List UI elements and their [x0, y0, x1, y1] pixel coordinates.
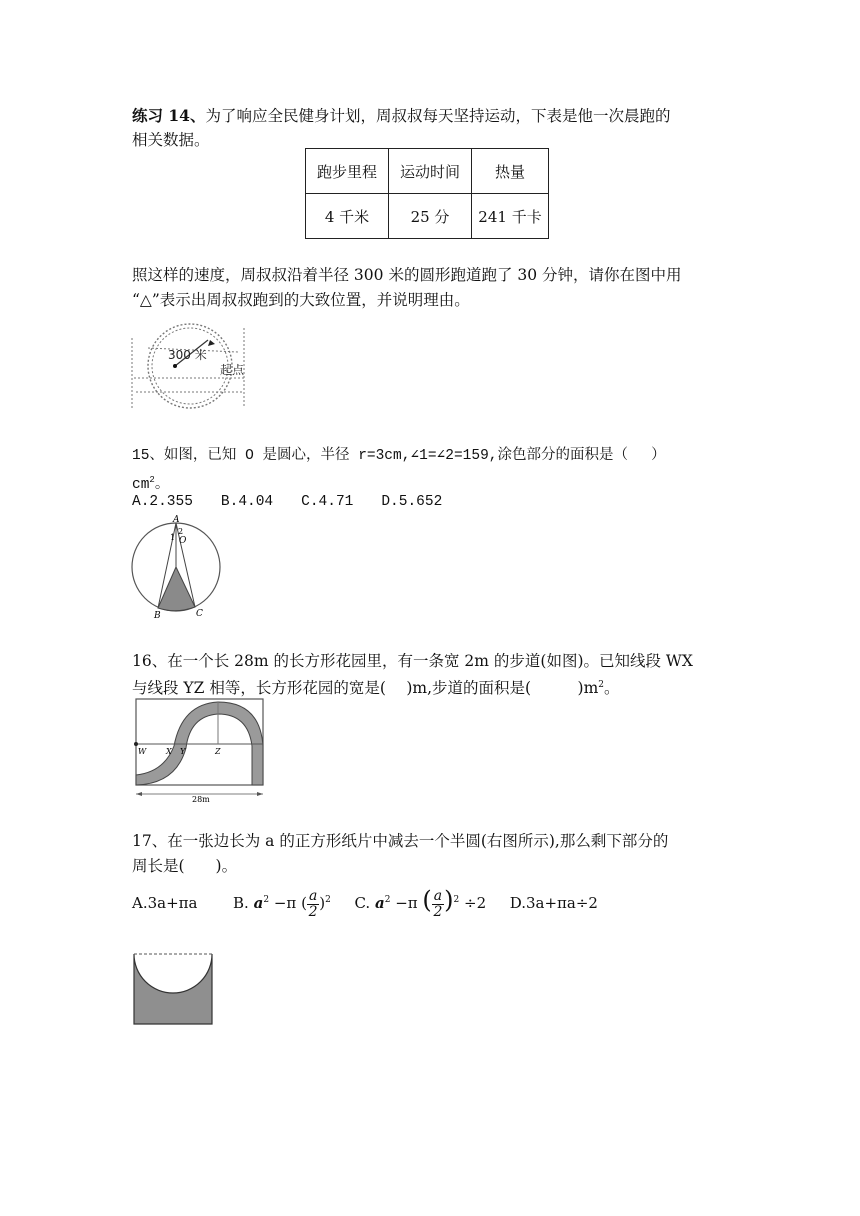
track-inner-circle — [152, 328, 228, 404]
run-data-table — [305, 148, 549, 239]
q16-end: 。 — [604, 679, 620, 698]
q15-unit-end: 。 — [154, 476, 170, 493]
radius-label: 300 米 — [168, 348, 207, 362]
q14-line2: 相关数据。 — [132, 131, 210, 149]
q16-text-2: 与线段 YZ 相等，长方形花园的宽是( )m,步道的面积是( )m — [132, 679, 599, 698]
q14-line1 — [132, 104, 732, 128]
label-1: 1 — [170, 533, 176, 542]
square-semicircle-figure — [130, 950, 216, 1030]
q14-lead: 练习 14、 — [132, 106, 206, 125]
q17-option-a: A.3a+πa — [132, 894, 198, 912]
remaining-shape — [134, 954, 212, 1024]
label-x: X — [166, 747, 172, 756]
table-header-cell: 跑步里程 — [306, 149, 389, 194]
table-row — [306, 194, 549, 239]
q14-prompt-2: “△”表示出周叔叔跑到的大致位置，并说明理由。 — [132, 291, 470, 309]
label-28m: 28m — [192, 795, 210, 804]
q15-option-c: C.4.71 — [301, 494, 354, 510]
table-cell: 4 千米 — [306, 194, 389, 239]
q16-line1: 16、在一个长 28m 的长方形花园里，有一条宽 2m 的步道(如图)。已知线段 WX — [132, 652, 693, 670]
center-point — [173, 364, 177, 368]
table-header-cell: 运动时间 — [389, 149, 472, 194]
point-w — [134, 742, 138, 746]
q17-options — [132, 886, 598, 920]
q15-line1: 15、如图，已知 O 是圆心，半径 r=3cm,∠1=∠2=159,涂色部分的面积是（ ） — [132, 448, 666, 464]
arrow-icon — [208, 340, 215, 346]
circular-track-figure — [128, 318, 250, 412]
q17-option-c: C. $a^2 -\pi$ ( $\frac{a}{2}$ )$^2$ ÷2 — [354, 886, 487, 920]
q15-option-a: A.2.355 — [132, 494, 193, 510]
label-o: O — [179, 536, 187, 546]
q15-option-d: D.5.652 — [381, 494, 443, 510]
q14-prompt-1: 照这样的速度，周叔叔沿着半径 300 米的圆形跑道跑了 30 分钟，请你在图中用 — [132, 266, 682, 284]
q17-option-b: B. $a^2 -\pi$ ( $\frac{a}{2}$ )$^2$ — [233, 887, 331, 920]
label-a: A — [173, 515, 180, 525]
label-y: Y — [180, 747, 186, 756]
table-cell: 25 分 — [389, 194, 472, 239]
q16-sup: 2 — [598, 680, 605, 690]
q15-unit: cm — [132, 476, 150, 493]
q15-unit-sup: 2 — [149, 475, 155, 485]
garden-path-figure — [130, 696, 270, 804]
q17-line2: 周长是( )。 — [132, 857, 238, 875]
label-b: B — [154, 611, 161, 620]
q17-line1: 17、在一张边长为 a 的正方形纸片中减去一个半圆(右图所示),那么剩下部分的 — [132, 832, 669, 850]
q15-option-b: B.4.04 — [220, 494, 274, 510]
table-header-cell: 热量 — [472, 149, 549, 194]
shaded-sector — [158, 567, 195, 611]
table-header-row — [306, 149, 549, 194]
start-label: 起点 — [220, 363, 245, 377]
label-w: W — [138, 747, 147, 756]
q14-text-1: 为了响应全民健身计划，周叔叔每天坚持运动，下表是他一次晨跑的 — [205, 107, 671, 125]
label-z: Z — [215, 747, 221, 756]
table-cell: 241 千卡 — [472, 194, 549, 239]
q15-options — [132, 490, 732, 514]
q17-option-d: D.3a+πa÷2 — [509, 894, 598, 912]
circle-sector-figure — [128, 512, 224, 620]
label-2: 2 — [178, 527, 184, 536]
label-c: C — [196, 609, 203, 619]
